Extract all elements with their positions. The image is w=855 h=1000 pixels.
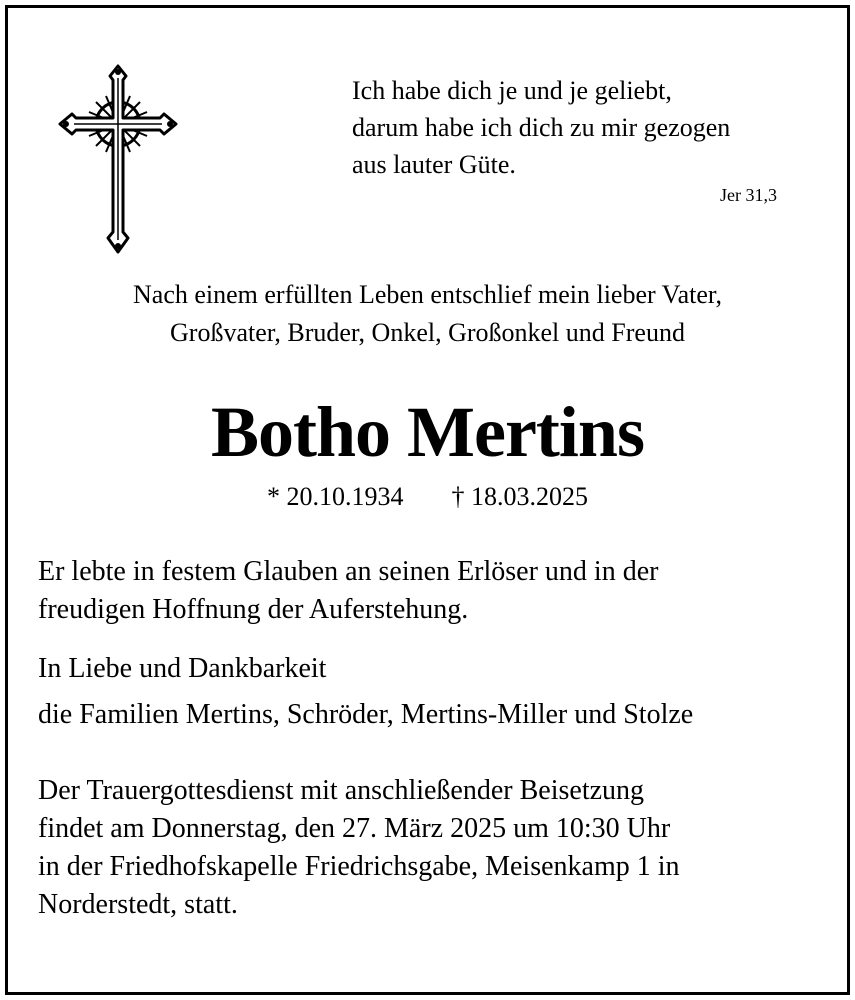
families-line: die Familien Mertins, Schröder, Mertins-Miller und Stolze	[38, 699, 694, 730]
closing-line: In Liebe und Dankbarkeit	[38, 653, 327, 684]
service-line: findet am Donnerstag, den 27. März 2025 um 10:30 Uhr	[38, 813, 671, 844]
intro-line: Nach einem erfüllten Leben entschlief mein lieber Vater,	[133, 280, 722, 309]
service-line: Norderstedt, statt.	[38, 889, 238, 920]
intro-line: Großvater, Bruder, Onkel, Großonkel und Freund	[170, 318, 685, 347]
deceased-name: Botho Mertins	[211, 392, 644, 472]
life-dates	[0, 480, 855, 514]
verse-line: darum habe ich dich zu mir gezogen	[352, 113, 731, 142]
verse-line: Ich habe dich je und je geliebt,	[352, 76, 672, 105]
bible-verse	[352, 72, 832, 183]
service-line: Der Trauergottesdienst mit anschließender Beisetzung	[38, 775, 645, 806]
closing-phrase	[38, 650, 828, 688]
faith-line: freudigen Hoffnung der Auferstehung.	[38, 594, 469, 625]
verse-reference: Jer 31,3	[720, 185, 777, 205]
faith-statement	[38, 553, 828, 629]
verse-line: aus lauter Güte.	[352, 150, 516, 179]
family-signature	[38, 696, 828, 734]
cross-icon	[56, 64, 180, 254]
intro-text	[0, 276, 855, 352]
service-info	[38, 772, 828, 924]
death-date: † 18.03.2025	[451, 482, 588, 511]
birth-date: * 20.10.1934	[267, 482, 404, 511]
service-line: in der Friedhofskapelle Friedrichsgabe, Meisenkamp 1 in	[38, 851, 680, 882]
faith-line: Er lebte in festem Glauben an seinen Erlöser und in der	[38, 556, 659, 587]
